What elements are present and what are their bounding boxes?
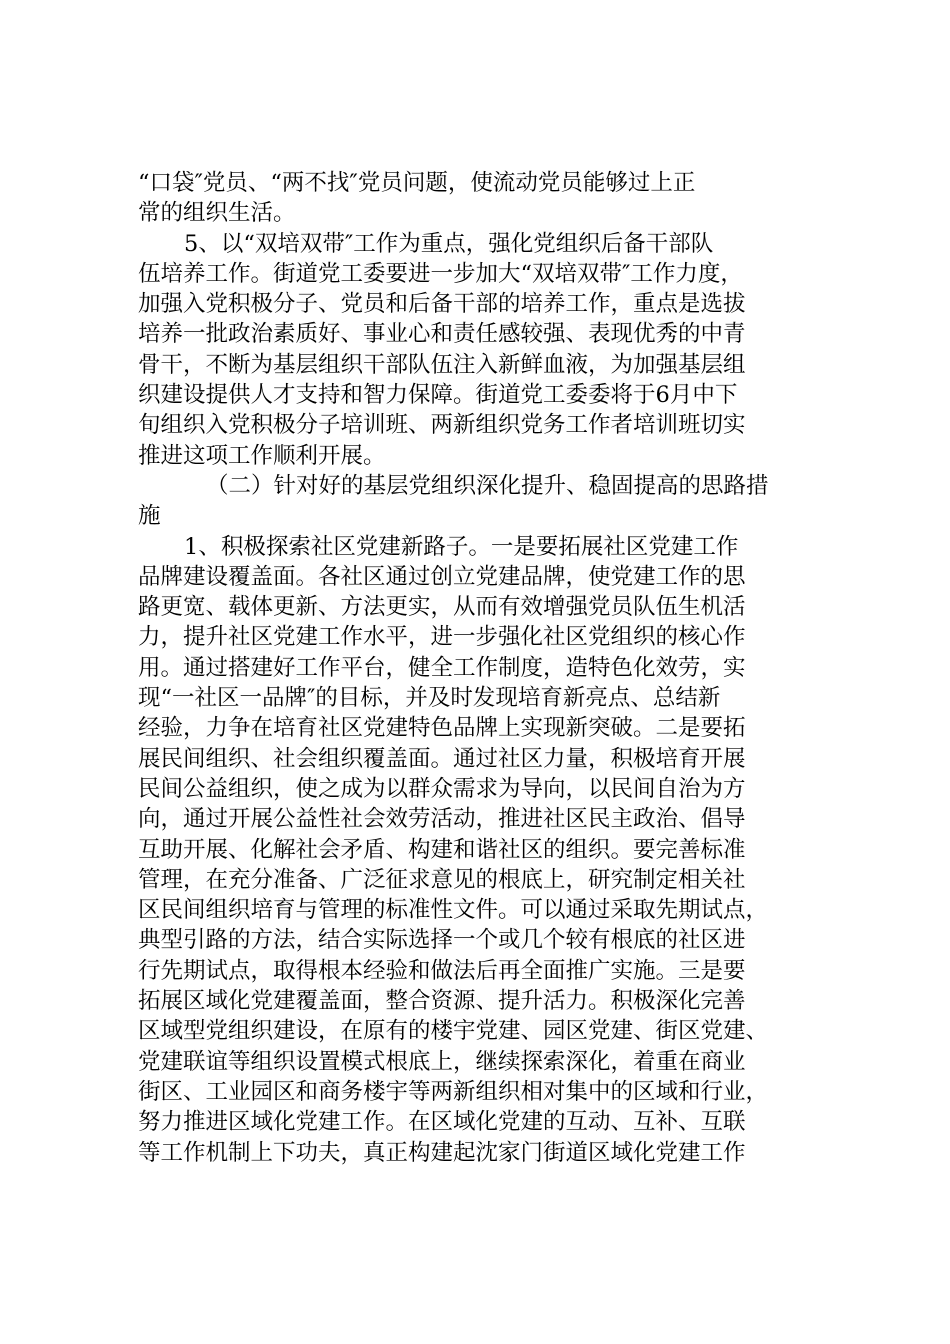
text-line: 展民间组织、社会组织覆盖面。通过社区力量，积极培育开展 bbox=[138, 745, 746, 772]
text-line: 区民间组织培育与管理的标准性文件。可以通过采取先期试点， bbox=[138, 897, 769, 924]
text-line: 常的组织生活。 bbox=[138, 200, 296, 227]
text-line: “口袋″党员、“两不找″党员问题，使流动党员能够过上正 bbox=[138, 170, 696, 196]
text-line: 经验，力争在培育社区党建特色品牌上实现新突破。二是要拓 bbox=[138, 715, 746, 742]
text-line: 织建设提供人才支持和智力保障。街道党工委委将于6月中下 bbox=[138, 382, 738, 409]
text-line: 力，提升社区党建工作水平，进一步强化社区党组织的核心作 bbox=[138, 624, 746, 651]
document-body bbox=[138, 168, 828, 1168]
text-line: 管理，在充分准备、广泛征求意见的根底上，研究制定相关社 bbox=[138, 866, 746, 893]
text-line: 品牌建设覆盖面。各社区通过创立党建品牌，使党建工作的思 bbox=[138, 563, 746, 590]
text-line: 现“一社区一品牌″的目标，并及时发现培育新亮点、总结新 bbox=[138, 685, 721, 712]
text-line: 路更宽、载体更新、方法更实，从而有效增强党员队伍生机活 bbox=[138, 594, 746, 621]
text-line: 5、以“双培双带″工作为重点，强化党组织后备干部队 bbox=[184, 230, 714, 257]
text-line: 努力推进区域化党建工作。在区域化党建的互动、互补、互联 bbox=[138, 1109, 746, 1136]
text-line: 街区、工业园区和商务楼宇等两新组织相对集中的区域和行业， bbox=[138, 1078, 769, 1105]
text-line: 等工作机制上下功夫，真正构建起沈家门街道区域化党建工作 bbox=[138, 1139, 746, 1166]
text-line: 向，通过开展公益性社会效劳活动，推进社区民主政治、倡导 bbox=[138, 806, 746, 833]
text-line: 区域型党组织建设，在原有的楼宇党建、园区党建、街区党建、 bbox=[138, 1018, 769, 1045]
section-heading-continued: 施 bbox=[138, 503, 161, 530]
text-line: 伍培养工作。街道党工委要进一步加大“双培双带″工作力度， bbox=[138, 260, 743, 287]
text-line: 党建联谊等组织设置模式根底上，继续探索深化，着重在商业 bbox=[138, 1048, 746, 1075]
text-line: 行先期试点，取得根本经验和做法后再全面推广实施。三是要 bbox=[138, 957, 746, 984]
text-line: 互助开展、化解社会矛盾、构建和谐社区的组织。要完善标准 bbox=[138, 836, 746, 863]
text-line: 拓展区域化党建覆盖面，整合资源、提升活力。积极深化完善 bbox=[138, 988, 746, 1015]
text-line: 民间公益组织，使之成为以群众需求为导向，以民间自治为方 bbox=[138, 775, 746, 802]
text-line: 加强入党积极分子、党员和后备干部的培养工作，重点是选拔 bbox=[138, 291, 746, 318]
section-heading: （二）针对好的基层党组织深化提升、稳固提高的思路措 bbox=[206, 472, 769, 499]
text-line: 培养一批政治素质好、事业心和责任感较强、表现优秀的中青 bbox=[138, 321, 746, 348]
text-line: 典型引路的方法，结合实际选择一个或几个较有根底的社区进 bbox=[138, 927, 746, 954]
text-line: 1、积极探索社区党建新路子。一是要拓展社区党建工作 bbox=[184, 533, 739, 560]
text-line: 骨干，不断为基层组织干部队伍注入新鲜血液，为加强基层组 bbox=[138, 351, 746, 378]
text-line: 用。通过搭建好工作平台，健全工作制度，造特色化效劳，实 bbox=[138, 654, 746, 681]
text-line: 推进这项工作顺利开展。 bbox=[138, 442, 386, 469]
text-line: 旬组织入党积极分子培训班、两新组织党务工作者培训班切实 bbox=[138, 412, 746, 439]
